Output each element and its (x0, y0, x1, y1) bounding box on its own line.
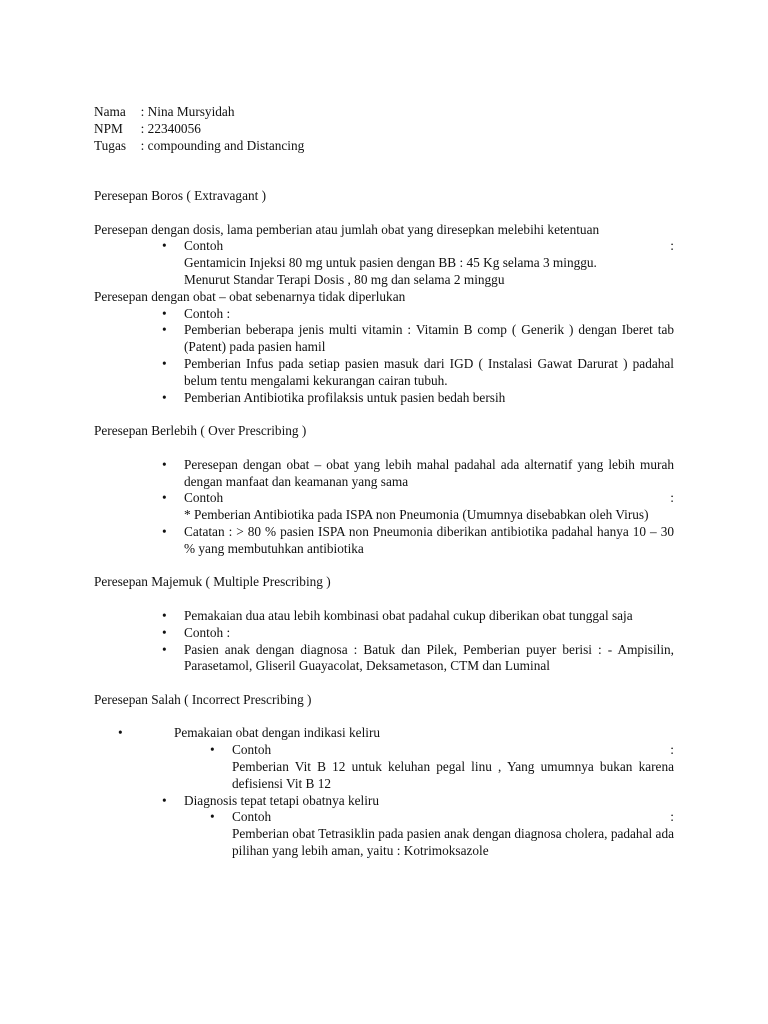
bullet-icon: • (162, 792, 167, 808)
salah-contoh-2-label: Contoh (232, 809, 272, 825)
salah-item-2-text: Diagnosis tepat tetapi obatnya keliru (184, 792, 379, 808)
boros-description: Peresepan dengan dosis, lama pemberian atau jumlah obat yang diresepkan melebihi ketentuan (94, 221, 600, 237)
npm-value: : 22340056 (140, 120, 201, 136)
boros-example-2: Menurut Standar Terapi Dosis , 80 mg dan selama 2 minggu (184, 271, 505, 287)
berlebih-catatan (162, 523, 674, 558)
salah-contoh-2-colon: : (670, 809, 674, 825)
tugas-label: Tugas (94, 137, 127, 153)
bullet-icon: • (162, 389, 167, 405)
berlebih-contoh-colon: : (670, 490, 674, 506)
berlebih-item-1-text: Peresepan dengan obat – obat yang lebih mahal padahal ada alternatif yang lebih murah dengan manfaat dan keamanan yang sama (184, 456, 674, 489)
tidak-perlu-item-1 (162, 322, 674, 356)
boros-contoh-label: Contoh (184, 238, 224, 254)
salah-heading: Peresepan Salah ( Incorrect Prescribing ) (94, 691, 312, 707)
bullet-icon: • (162, 607, 167, 623)
salah-item-1-text: Pemakaian obat dengan indikasi keliru (174, 725, 381, 741)
majemuk-item-1 (162, 607, 674, 625)
boros-example-1: Gentamicin Injeksi 80 mg untuk pasien dengan BB : 45 Kg selama 3 minggu. (184, 255, 597, 271)
berlebih-item-1 (162, 456, 674, 491)
berlebih-heading: Peresepan Berlebih ( Over Prescribing ) (94, 423, 307, 439)
bullet-icon: • (162, 456, 167, 472)
bullet-icon: • (162, 305, 167, 321)
nama-value: : Nina Mursyidah (140, 104, 235, 119)
bullet-icon: • (162, 641, 167, 657)
bullet-icon: • (162, 355, 167, 371)
salah-item-1 (118, 725, 674, 742)
document-page (94, 104, 674, 860)
majemuk-heading: Peresepan Majemuk ( Multiple Prescribing ) (94, 574, 331, 590)
boros-contoh-item (162, 238, 674, 288)
tidak-perlu-item-2 (162, 355, 674, 390)
npm-label: NPM (94, 120, 123, 136)
boros-heading: Peresepan Boros ( Extravagant ) (94, 187, 267, 203)
bullet-icon: • (162, 523, 167, 539)
nama-row (94, 104, 674, 121)
berlebih-contoh-item (162, 490, 674, 524)
majemuk-item-1-text: Pemakaian dua atau lebih kombinasi obat padahal cukup diberikan obat tunggal saja (184, 607, 633, 623)
tidak-perlu-item-2-text: Pemberian Infus pada setiap pasien masuk dari IGD ( Instalasi Gawat Darurat ) padahal belum tentu mengalami kekurangan cairan tubuh. (184, 355, 674, 388)
salah-contoh-1-colon: : (670, 742, 674, 758)
salah-example-1: Pemberian Vit B 12 untuk keluhan pegal linu , Yang umumnya bukan karena defisiensi Vit B 12 (232, 759, 674, 791)
boros-contoh-colon: : (670, 238, 674, 254)
tidak-perlu-contoh-label: Contoh : (184, 305, 231, 321)
bullet-icon: • (162, 624, 167, 640)
majemuk-item-3-text: Pasien anak dengan diagnosa : Batuk dan Pilek, Pemberian puyer berisi : - Ampisilin, Parasetamol, Gliseril Guayacolat, Deksametason, CTM dan Luminal (184, 641, 674, 674)
tugas-row (94, 138, 674, 155)
salah-item-2 (162, 792, 674, 810)
tugas-value: : compounding and Distancing (140, 137, 305, 153)
salah-example-2: Pemberian obat Tetrasiklin pada pasien anak dengan diagnosa cholera, padahal ada pilihan yang lebih aman, yaitu : Kotrimoksazole (232, 826, 674, 859)
bullet-icon: • (162, 490, 167, 506)
majemuk-contoh (162, 624, 674, 642)
nama-label: Nama (94, 104, 126, 119)
bullet-icon: • (118, 725, 123, 741)
tidak-perlu-contoh (162, 305, 674, 323)
bullet-icon: • (162, 322, 167, 338)
majemuk-contoh-label: Contoh : (184, 624, 231, 640)
bullet-icon: • (162, 238, 167, 254)
bullet-icon: • (210, 742, 215, 758)
bullet-icon: • (210, 809, 215, 825)
salah-contoh-2 (210, 809, 674, 859)
tidak-perlu-item-3 (162, 389, 674, 407)
tidak-perlu-heading: Peresepan dengan obat – obat sebenarnya tidak diperlukan (94, 288, 406, 304)
npm-row (94, 121, 674, 138)
salah-contoh-1 (210, 742, 674, 792)
tidak-perlu-item-3-text: Pemberian Antibiotika profilaksis untuk pasien bedah bersih (184, 389, 506, 405)
berlebih-contoh-label: Contoh (184, 490, 224, 506)
berlebih-example: * Pemberian Antibiotika pada ISPA non Pneumonia (Umumnya disebabkan oleh Virus) (184, 507, 649, 523)
berlebih-catatan-text: Catatan : > 80 % pasien ISPA non Pneumonia diberikan antibiotika padahal hanya 10 – 30 % yang membutuhkan antibiotika (184, 523, 674, 556)
majemuk-item-3 (162, 641, 674, 676)
salah-contoh-1-label: Contoh (232, 742, 272, 758)
tidak-perlu-item-1-text: Pemberian beberapa jenis multi vitamin : Vitamin B comp ( Generik ) dengan Iberet tab (Patent) pada pasien hamil (184, 322, 674, 355)
